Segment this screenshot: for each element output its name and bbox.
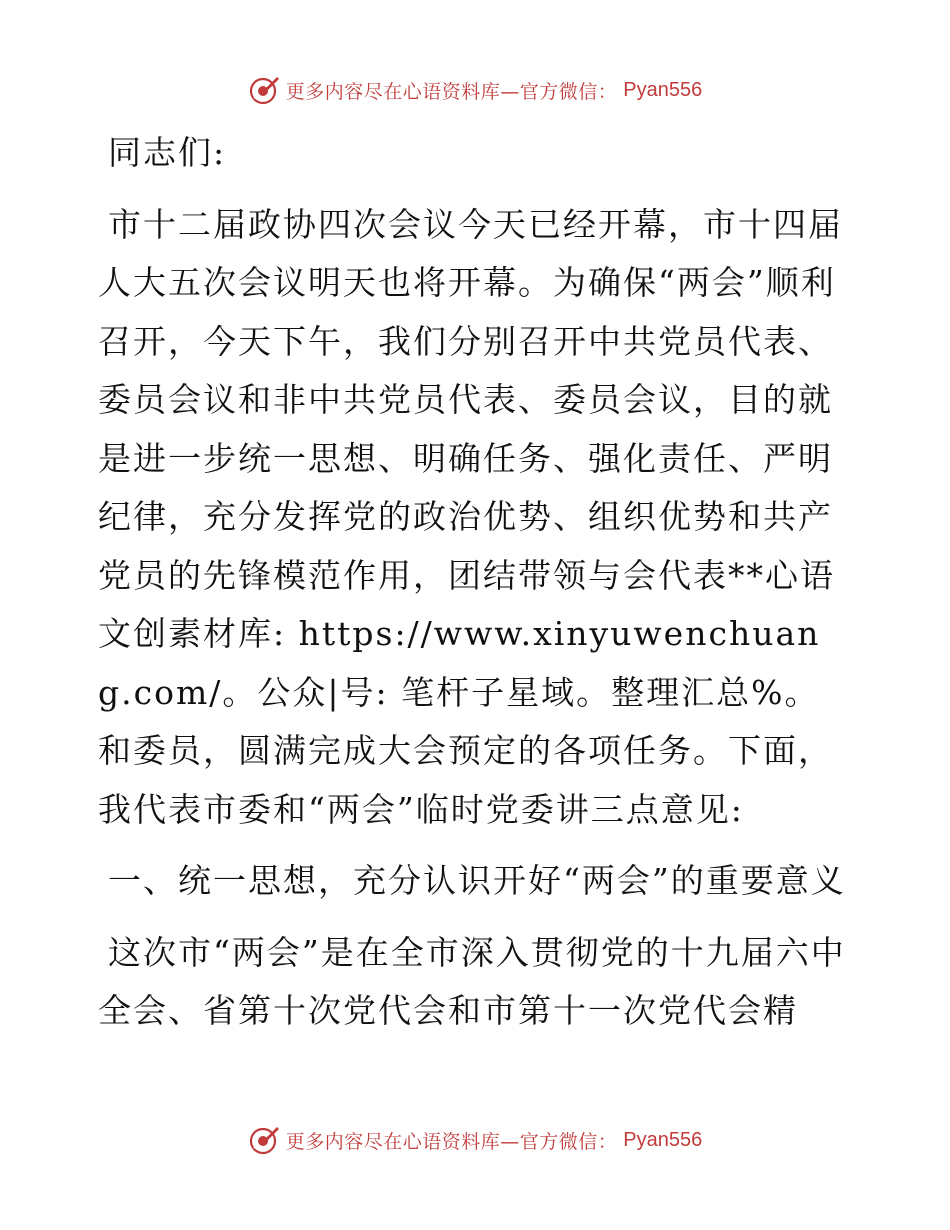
watermark-wechat-id: Pyan556 — [623, 78, 703, 101]
watermark-text: 更多内容尽在心语资料库—官方微信： — [285, 80, 618, 103]
paragraph-section-1: 这次市“两会”是在全市深入贯彻党的十九届六中全会、省第十次党代会和市第十一次党代会精 — [98, 932, 846, 1030]
section-heading-1: 一、统一思想，充分认识开好“两会”的重要意义 — [108, 861, 846, 900]
document-body — [98, 124, 854, 1041]
paragraph-opening: 市十二届政协四次会议今天已经开幕，市十四届人大五次会议明天也将开幕。为确保“两会”顺利召开，今天下午，我们分别召开中共党员代表、委员会议和非中共党员代表、委员会议，目的就是进一步统一思想、明确任务、强化责任、严明纪律，充分发挥党的政治优势、组织优势和共产党员的先锋模范作用，团结带领与会代表**心语文创素材库: https://www.xinyuwenchuang.com/。公众|号: 笔杆子星域。整理汇总%。和委员，圆满完成大会预定的各项任务。下面，我代表市委和“两会”临时党委讲三点意见: — [98, 204, 843, 829]
footer-watermark — [0, 1120, 950, 1160]
header-watermark — [0, 70, 950, 110]
quill-seal-icon — [248, 74, 280, 106]
salutation: 同志们: — [108, 133, 227, 172]
watermark-wechat-id: Pyan556 — [623, 1128, 703, 1151]
quill-seal-icon — [248, 1124, 280, 1156]
watermark-text: 更多内容尽在心语资料库—官方微信： — [285, 1130, 618, 1153]
